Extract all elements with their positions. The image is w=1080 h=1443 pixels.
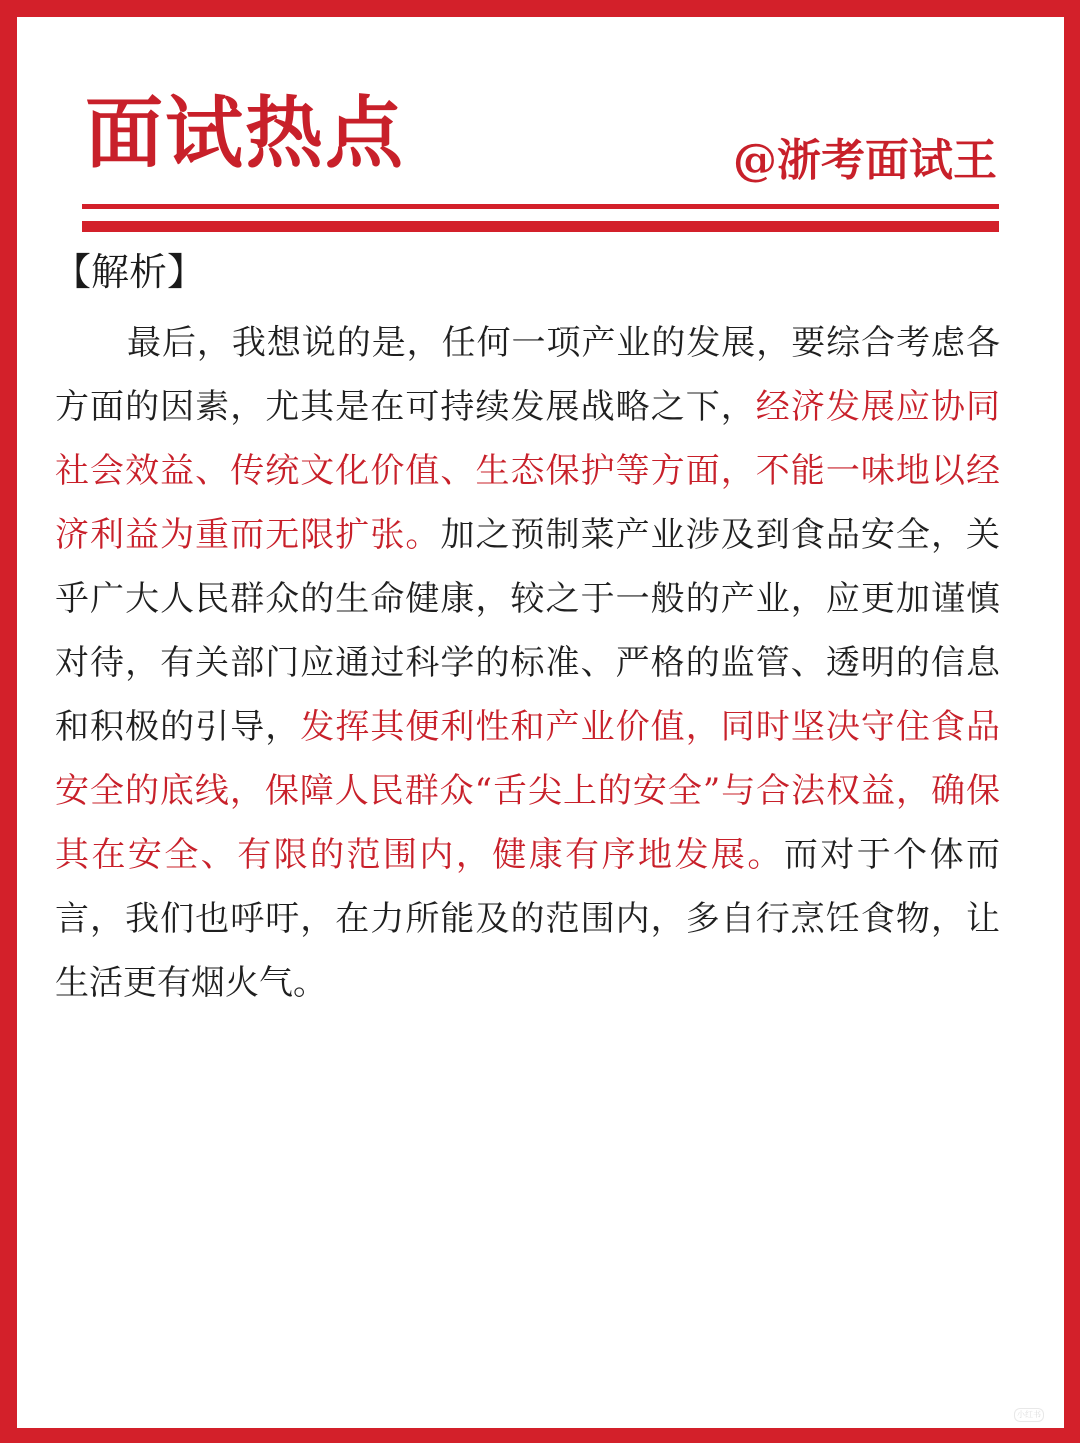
watermark-badge: 小红书 xyxy=(1014,1408,1044,1422)
highlighted-segment: 发挥其便利性和产业价值，同时坚决守住食品安全的底线，保障人民群众“舌尖上的安全”与合法权益，确保其在安全、有限的范围内，健康有序地发展。 xyxy=(55,707,1001,875)
page-title: 面试热点 xyxy=(85,88,406,179)
paragraph-segment: 加之预制菜产业涉及到食品安全，关乎广大人民群众的生命健康，较之于一般的产业，应更加谨慎对待，有关部门应通过科学的标准、严格的监管、透明的信息和积极的引导， xyxy=(55,515,1001,747)
header-divider-thick xyxy=(82,221,999,232)
content-card xyxy=(17,17,1064,1428)
section-heading: 【解析】 xyxy=(53,250,206,294)
paragraph-segment: 而对于个体而言，我们也呼吁，在力所能及的范围内，多自行烹饪食物，让生活更有烟火气。 xyxy=(55,835,1001,1003)
paragraph-segment: 最后，我想说的是，任何一项产业的发展，要综合考虑各方面的因素，尤其是在可持续发展战略之下， xyxy=(55,323,1000,427)
header-divider-thin xyxy=(82,204,999,209)
account-handle: @浙考面试王 xyxy=(733,135,997,186)
analysis-paragraph xyxy=(55,311,1000,1015)
highlighted-segment: 经济发展应协同社会效益、传统文化价值、生态保护等方面，不能一味地以经济利益为重而无限扩张。 xyxy=(55,387,1001,555)
